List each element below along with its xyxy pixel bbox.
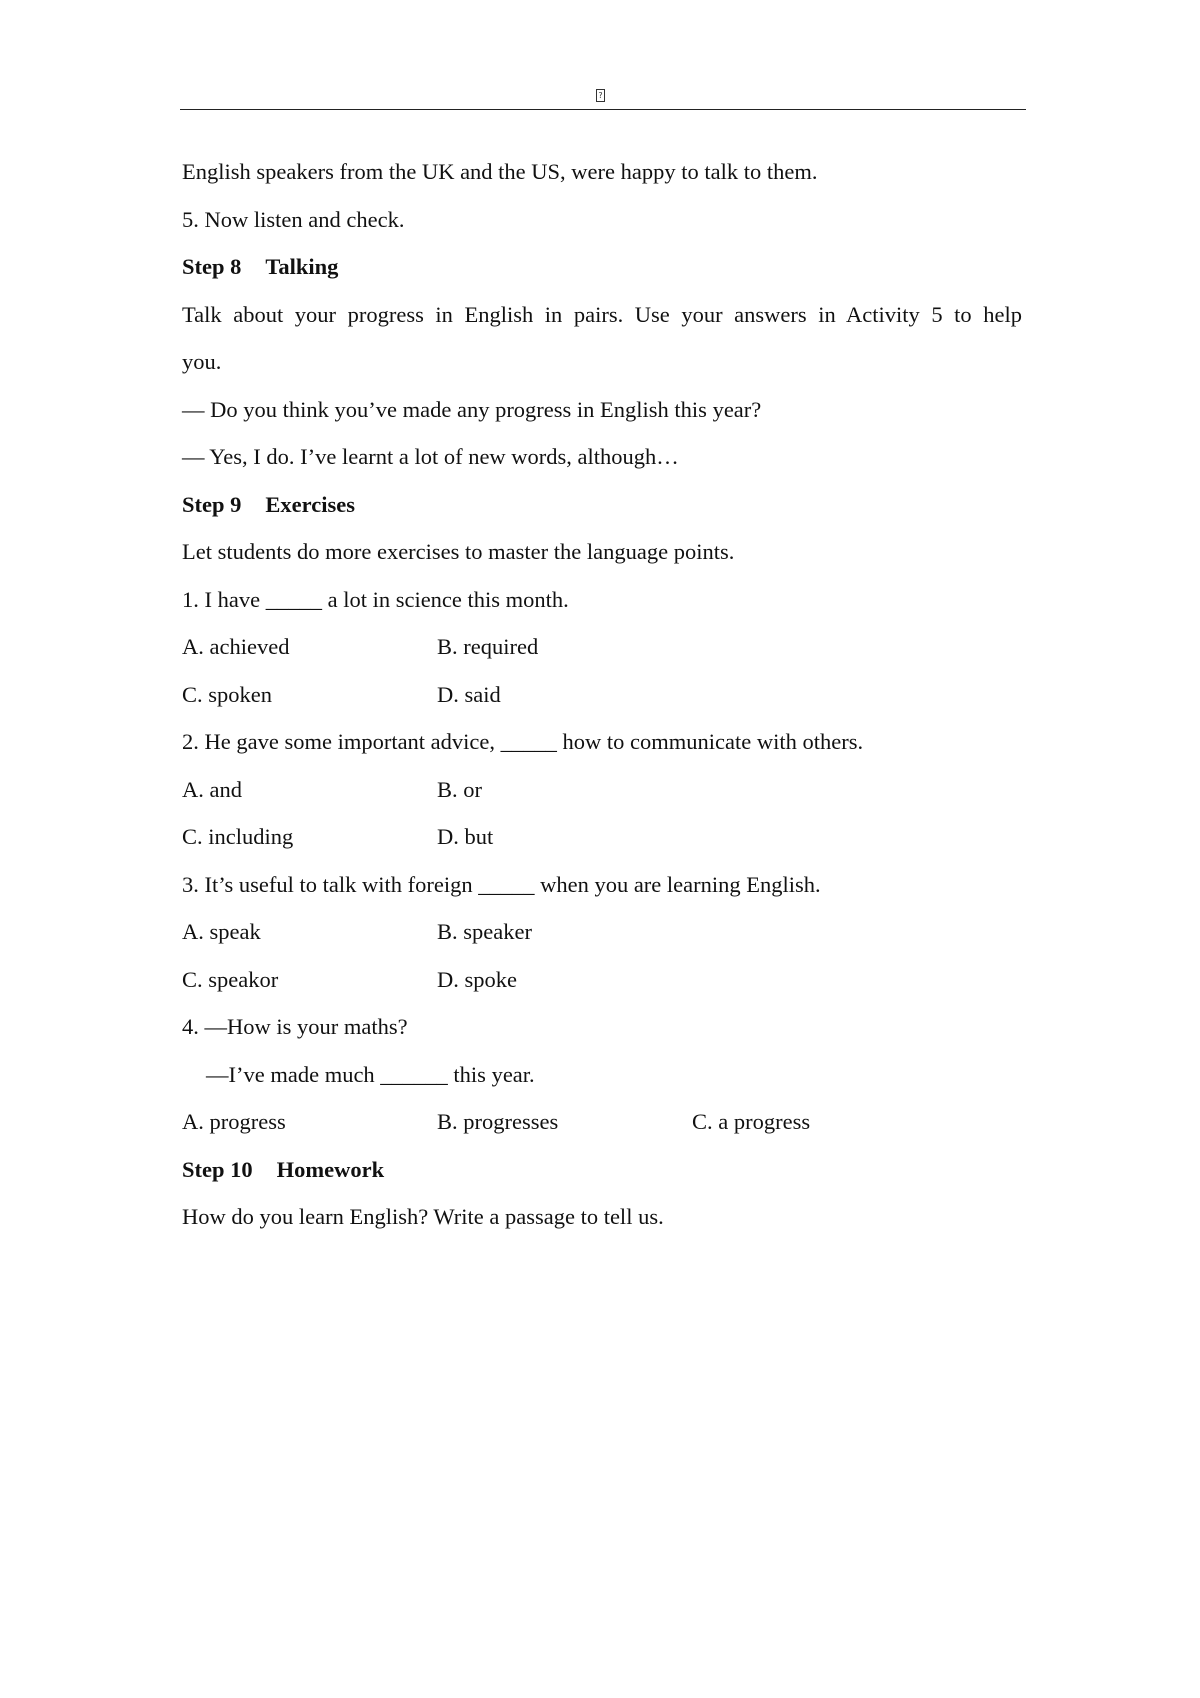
- question-2-stem: 2. He gave some important advice, _____ how to communicate with others.: [182, 729, 864, 754]
- intro-line: English speakers from the UK and the US, were happy to talk to them.: [182, 159, 818, 184]
- question-1-option-b: B. required: [437, 634, 539, 659]
- question-4-option-b: B. progresses: [437, 1109, 559, 1134]
- question-1-option-d: D. said: [437, 681, 501, 707]
- question-4-stem-2: —I’ve made much ______ this year.: [206, 1061, 535, 1087]
- item-5: 5. Now listen and check.: [182, 206, 405, 232]
- question-3-options-row-2: [182, 956, 1022, 1004]
- question-1-option-c: C. spoken: [182, 681, 272, 707]
- step-9-instruction: Let students do more exercises to master the language points.: [182, 539, 735, 564]
- question-3-option-a: A. speak: [182, 919, 261, 944]
- question-1-options-row-2: [182, 671, 1022, 719]
- step-8-number: Step 8: [182, 254, 242, 279]
- header-rule: [180, 109, 1026, 110]
- document-body: [182, 148, 1022, 1241]
- step-8-instruction-line1: Talk about your progress in English in pairs. Use your answers in Activity 5 to help: [182, 301, 1022, 327]
- question-3-option-d: D. spoke: [437, 966, 517, 992]
- question-1-options-row-1: [182, 623, 1022, 671]
- step-10-number: Step 10: [182, 1156, 253, 1182]
- question-2-option-d: D. but: [437, 824, 494, 849]
- question-1-option-a: A. achieved: [182, 634, 290, 659]
- step-10-title: Homework: [276, 1156, 385, 1182]
- question-4-option-a: A. progress: [182, 1109, 286, 1134]
- step-10-heading: [182, 1146, 1022, 1194]
- step-8-dialogue-question: — Do you think you’ve made any progress in English this year?: [182, 396, 762, 422]
- step-10-instruction: How do you learn English? Write a passage to tell us.: [182, 1204, 664, 1229]
- question-3-option-b: B. speaker: [437, 919, 532, 944]
- step-9-heading: [182, 481, 1022, 529]
- question-2-options-row-2: [182, 813, 1022, 861]
- step-8-heading: [182, 243, 1022, 291]
- question-4-stem: 4. —How is your maths?: [182, 1014, 408, 1039]
- step-8-instruction-line2: you.: [182, 349, 222, 374]
- question-2-option-b: B. or: [437, 776, 482, 802]
- step-9-number: Step 9: [182, 491, 242, 517]
- question-4-option-c: C. a progress: [692, 1109, 811, 1134]
- step-8-title: Talking: [265, 254, 339, 279]
- question-1-stem: 1. I have _____ a lot in science this month.: [182, 586, 569, 612]
- step-8-dialogue-answer: — Yes, I do. I’ve learnt a lot of new words, although…: [182, 444, 679, 469]
- question-4-options-row: [182, 1098, 1022, 1146]
- question-2-option-a: A. and: [182, 776, 242, 802]
- question-3-options-row-1: [182, 908, 1022, 956]
- step-9-title: Exercises: [265, 491, 355, 517]
- header-glyph: ?: [596, 89, 605, 102]
- question-2-options-row-1: [182, 766, 1022, 814]
- question-3-stem: 3. It’s useful to talk with foreign _____ when you are learning English.: [182, 871, 821, 897]
- question-2-option-c: C. including: [182, 824, 294, 849]
- question-3-option-c: C. speakor: [182, 966, 279, 992]
